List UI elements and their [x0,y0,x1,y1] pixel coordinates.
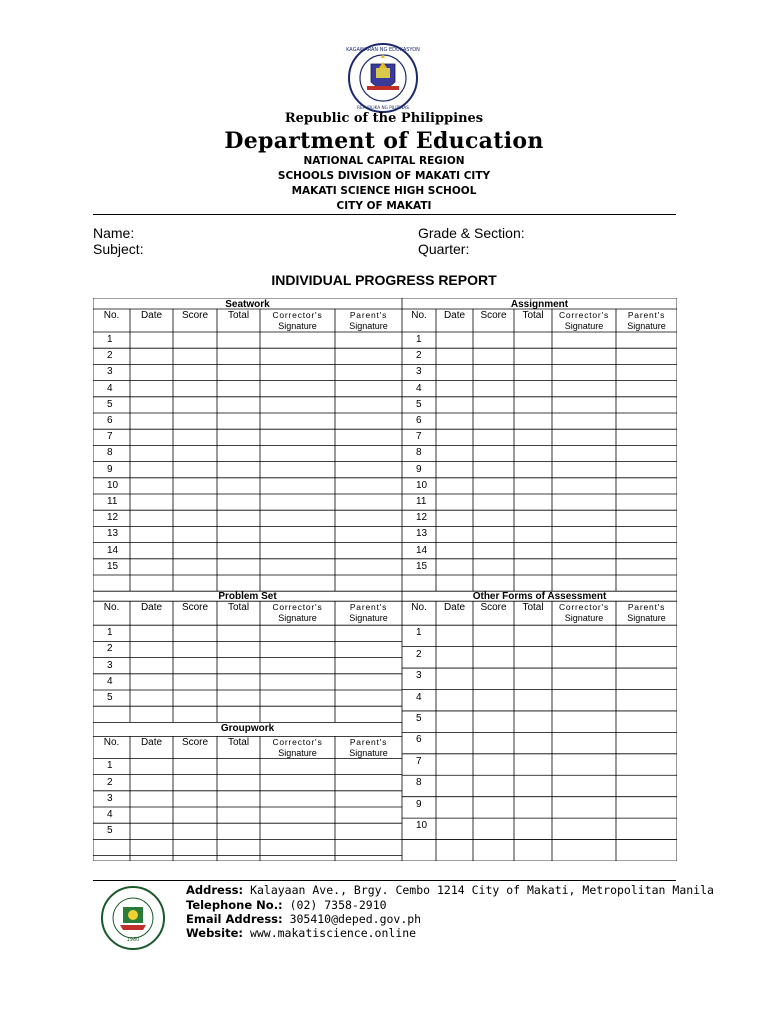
seatwork-col-corrector-signature: Corrector's Signature [272,310,323,331]
progress-report-table [93,298,677,861]
other-forms-row-number: 2 [416,648,422,660]
assignment-row-number: 6 [416,415,422,426]
seatwork-row-number: 4 [107,382,113,394]
region-line: NATIONAL CAPITAL REGION [303,155,465,167]
assignment-col-no: No. [411,310,427,321]
assignment-col-score: Score [480,310,507,321]
other-forms-col-score: Score [480,602,507,614]
problem-set-col-score: Score [181,602,209,614]
seatwork-row-number: 9 [107,463,113,475]
problem-set-row-number: 2 [107,643,113,655]
groupwork-col-no: No. [103,737,120,749]
footer-divider [93,880,676,881]
other-forms-col-parent-signature: Parent's Signature [627,602,666,624]
assignment-col-corrector-signature: Corrector's Signature [558,310,610,331]
groupwork-col-date: Date [140,737,163,749]
other-forms-col-no: No. [411,602,427,614]
footer-address: Address: Kalayaan Ave., Brgy. Cembo 1214 City of Makati, Metropolitan Manila [186,883,714,897]
seatwork-row-number: 1 [107,334,113,345]
footer-telephone: Telephone No.: (02) 7358-2910 [186,898,387,912]
assignment-row-number: 9 [416,463,422,475]
assignment-row-number: 2 [416,350,422,362]
groupwork-col-parent-signature: Parent's Signature [349,737,388,759]
assignment-col-parent-signature: Parent's Signature [627,310,666,331]
groupwork-col-corrector-signature: Corrector's Signature [272,737,323,759]
footer-email: Email Address: 305410@deped.gov.ph [186,912,422,926]
problem-set-row-number: 1 [107,627,113,639]
groupwork-row-number: 5 [107,825,113,837]
seatwork-row-number: 12 [107,512,119,524]
seatwork-row-number: 15 [107,560,119,572]
problem-set-row-number: 5 [107,692,113,703]
groupwork-row-number: 2 [107,776,113,788]
footer-website: Website: www.makatiscience.online [186,926,417,940]
assignment-row-number: 1 [416,334,422,345]
makati-science-seal-logo [100,885,166,951]
assignment-row-number: 13 [416,528,428,540]
assignment-row-number: 8 [416,447,422,459]
problem-set-col-no: No. [103,602,120,614]
groupwork-row-number: 4 [107,809,113,820]
seatwork-row-number: 6 [107,415,113,426]
assignment-row-number: 4 [416,382,422,394]
seatwork-row-number: 7 [107,431,113,443]
subject-field-label: Subject: [93,241,144,257]
problem-set-col-parent-signature: Parent's Signature [349,602,388,624]
groupwork-col-total: Total [227,737,250,749]
seatwork-row-number: 10 [107,479,119,491]
problem-set-row-number: 3 [107,659,113,671]
republic-title: Republic of the Philippines [284,111,484,126]
seatwork-row-number: 2 [107,350,113,362]
groupwork-row-number: 1 [107,760,113,772]
assignment-row-number: 5 [416,398,422,410]
seatwork-row-number: 14 [107,544,119,556]
other-forms-row-number: 3 [416,670,422,682]
division-line: SCHOOLS DIVISION OF MAKATI CITY [277,170,491,182]
report-title: INDIVIDUAL PROGRESS REPORT [271,272,497,288]
seatwork-row-number: 11 [107,496,118,507]
other-forms-row-number: 1 [416,627,422,639]
seatwork-col-no: No. [103,310,120,321]
assignment-row-number: 14 [416,544,428,556]
seatwork-col-parent-signature: Parent's Signature [349,310,388,331]
assignment-row-number: 3 [416,366,422,378]
problem-set-title: Problem Set [218,591,277,603]
problem-set-row-number: 4 [107,675,113,687]
other-forms-row-number: 7 [416,755,422,767]
assignment-row-number: 10 [416,479,428,491]
assignment-col-total: Total [522,310,544,321]
other-forms-col-corrector-signature: Corrector's Signature [558,602,610,624]
department-title: Department of Education [224,128,544,154]
other-forms-col-total: Total [522,602,544,614]
seatwork-col-score: Score [181,310,209,321]
grade-section-field-label: Grade & Section: [418,225,525,241]
other-forms-row-number: 10 [416,820,428,832]
groupwork-row-number: 3 [107,792,113,804]
other-forms-row-number: 8 [416,777,422,789]
name-field-label: Name: [93,225,135,241]
seatwork-row-number: 8 [107,447,113,459]
problem-set-col-date: Date [140,602,163,614]
table-gridlines [93,298,677,861]
deped-seal-logo [343,42,423,114]
problem-set-col-total: Total [227,602,250,614]
groupwork-title: Groupwork [220,723,275,735]
other-forms-title: Other Forms of Assessment [472,591,607,603]
assignment-row-number: 15 [416,560,428,572]
other-forms-col-date: Date [443,602,466,614]
assignment-row-number: 12 [416,512,428,524]
svg-text:1980: 1980 [126,937,140,943]
quarter-field-label: Quarter: [418,241,470,257]
other-forms-row-number: 5 [416,712,422,724]
seatwork-title: Seatwork [225,299,270,310]
assignment-row-number: 11 [416,496,427,507]
other-forms-row-number: 6 [416,734,422,746]
other-forms-row-number: 4 [416,691,422,703]
seatwork-col-total: Total [227,310,250,321]
assignment-row-number: 7 [416,431,422,443]
city-line: CITY OF MAKATI [336,200,432,212]
seatwork-row-number: 3 [107,366,113,378]
groupwork-col-score: Score [181,737,209,749]
svg-text:REPUBLIKA NG PILIPINAS: REPUBLIKA NG PILIPINAS [357,105,409,110]
header-divider [93,214,676,215]
other-forms-row-number: 9 [416,798,422,810]
assignment-title: Assignment [510,299,569,310]
problem-set-col-corrector-signature: Corrector's Signature [272,602,323,624]
assignment-col-date: Date [443,310,466,321]
school-line: MAKATI SCIENCE HIGH SCHOOL [291,185,477,197]
seatwork-row-number: 13 [107,528,119,540]
svg-text:KAGAWARAN NG EDUKASYON: KAGAWARAN NG EDUKASYON [346,47,420,53]
seatwork-row-number: 5 [107,398,113,410]
seatwork-col-date: Date [140,310,163,321]
